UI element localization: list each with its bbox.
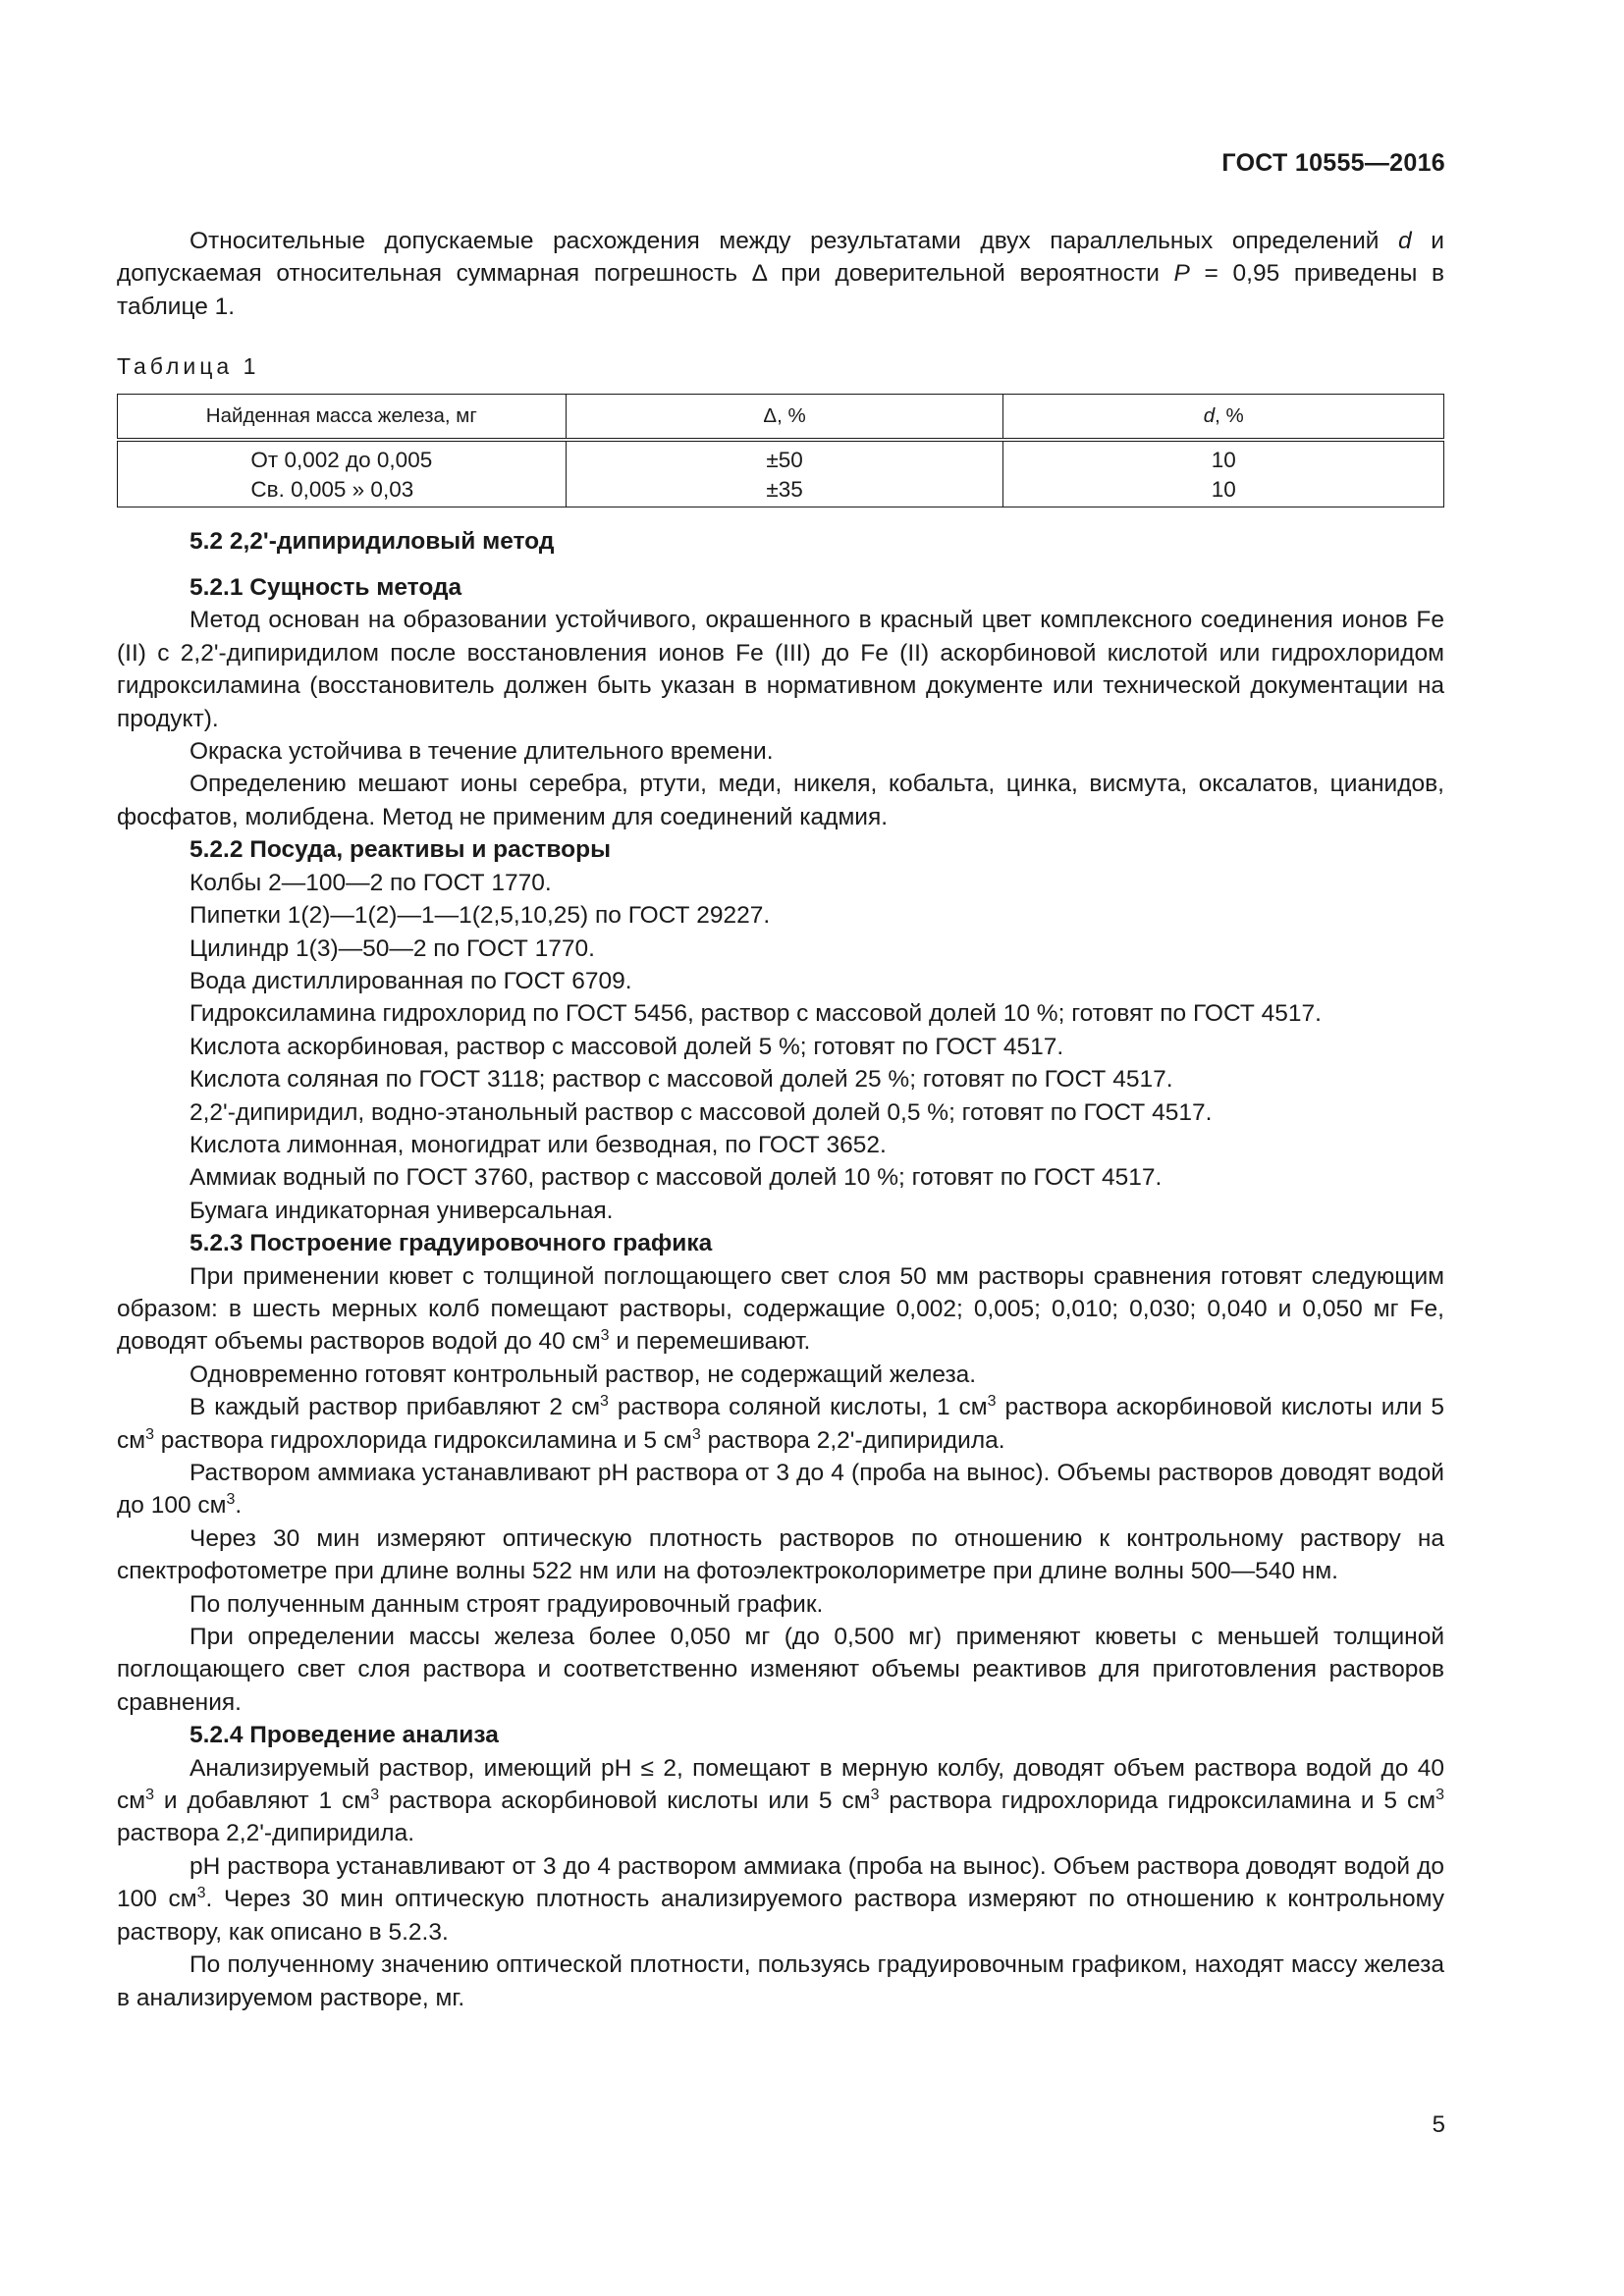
list-item: Цилиндр 1(3)—50—2 по ГОСТ 1770. [189, 934, 595, 962]
section-heading-5-2: 5.2 2,2'-дипиридиловый метод [189, 527, 555, 555]
table-header-row [118, 394, 1444, 440]
list-item: 2,2'-дипиридил, водно-этанольный раствор с массовой долей 0,5 %; готовят по ГОСТ 4517. [189, 1098, 1213, 1126]
header-delta: Δ, % [566, 394, 1003, 440]
section-heading-5-2-3: 5.2.3 Построение градуировочного графика [189, 1230, 713, 1257]
list-item: Аммиак водный по ГОСТ 3760, раствор с массовой долей 10 %; готовят по ГОСТ 4517. [189, 1164, 1163, 1192]
page-number: 5 [1432, 2111, 1445, 2138]
cell-d: 10 10 [1003, 440, 1444, 507]
list-item: Кислота лимонная, моногидрат или безводная, по ГОСТ 3652. [189, 1131, 887, 1158]
section-heading-5-2-1: 5.2.1 Сущность метода [189, 574, 462, 602]
paragraph: Определению мешают ионы серебра, ртути, меди, никеля, кобальта, цинка, висмута, оксалатов, цианидов, фосфатов, молибдена. Метод не применим для соединений кадмия. [117, 771, 1444, 830]
list-item: Кислота соляная по ГОСТ 3118; раствор с массовой долей 25 %; готовят по ГОСТ 4517. [189, 1066, 1173, 1094]
paragraph: В каждый раствор прибавляют 2 $см^3$ раствора соляной кислоты, 1 $см^3$ раствора аскорбиновой кислоты или 5 $см^3$ раствора гидрохлорида гидроксиламина и 5 $см^3$ раствора 2,2'-дипиридила. [117, 1393, 1445, 1454]
paragraph: Через 30 мин измеряют оптическую плотность растворов по отношению к контрольному раствору на спектрофотометре при длине волны 522 нм или на фотоэлектроколориметре при длине волны 500—540 нм. [117, 1524, 1444, 1585]
cell-mass: От 0,002 до 0,005 Св. 0,005 » 0,03 [118, 440, 567, 507]
paragraph: По полученному значению оптической плотности, пользуясь градуировочным графиком, находят массу железа в анализируемом растворе, мг. [117, 1951, 1444, 2011]
list-item: Гидроксиламина гидрохлорид по ГОСТ 5456, раствор с массовой долей 10 %; готовят по ГОСТ 4517. [189, 1000, 1322, 1028]
list-item: Бумага индикаторная универсальная. [189, 1197, 614, 1224]
paragraph: pH раствора устанавливают от 3 до 4 раствором аммиака (проба на вынос). Объем раствора доводят водой до 100 $см^3$. Через 30 мин оптическую плотность анализируемого раствора измеряют по отношению к контрольному раствору, как описано в 5.2.3. [117, 1852, 1444, 1946]
paragraph: Анализируемый раствор, имеющий pH ≤ 2, помещают в мерную колбу, доводят объем раствора водой до 40 $см^3$ и добавляют 1 $см^3$ раствора аскорбиновой кислоты или 5 $см^3$ раствора гидрохлорида гидроксиламина и 5 $см^3$ раствора 2,2'-дипиридила. [117, 1754, 1444, 1847]
table-row [118, 440, 1444, 507]
document-code: ГОСТ 10555—2016 [1221, 149, 1445, 177]
list-item: Вода дистиллированная по ГОСТ 6709. [189, 967, 632, 994]
header-d: d, % [1003, 394, 1444, 440]
cell-delta: ±50 ±35 [566, 440, 1003, 507]
table-caption: Таблица 1 [117, 353, 260, 380]
intro-paragraph: Относительные допускаемые расхождения между результатами двух параллельных определений d и допускаемая относительная суммарная погрешность Δ при доверительной вероятности P = 0,95 приведены в таблице 1. [117, 228, 1444, 320]
paragraph: Раствором аммиака устанавливают pH раствора от 3 до 4 (проба на вынос). Объемы растворов доводят водой до 100 $см^3$. [117, 1460, 1444, 1520]
list-item: Кислота аскорбиновая, раствор с массовой долей 5 %; готовят по ГОСТ 4517. [189, 1033, 1064, 1060]
paragraph: Окраска устойчива в течение длительного времени. [189, 738, 774, 766]
header-mass: Найденная масса железа, мг [118, 394, 567, 440]
list-item: Пипетки 1(2)—1(2)—1—1(2,5,10,25) по ГОСТ 29227. [189, 902, 771, 930]
paragraph: При определении массы железа более 0,050 мг (до 0,500 мг) применяют кюветы с меньшей толщиной поглощающего свет слоя раствора и соответственно изменяют объемы реактивов для приготовления растворов сравнения. [117, 1624, 1444, 1716]
paragraph: По полученным данным строят градуировочный график. [189, 1590, 824, 1618]
section-heading-5-2-2: 5.2.2 Посуда, реактивы и растворы [189, 836, 611, 864]
page-content [117, 225, 1444, 2014]
paragraph: Метод основан на образовании устойчивого, окрашенного в красный цвет комплексного соединения ионов Fe (II) с 2,2'-дипиридилом после восстановления ионов Fe (III) до Fe (II) аскорбиновой кислотой или гидрохлоридом гидроксиламина (восстановитель должен быть указан в нормативном документе или технической документации на продукт). [117, 607, 1444, 732]
section-heading-5-2-4: 5.2.4 Проведение анализа [189, 1722, 499, 1749]
paragraph: При применении кювет с толщиной поглощающего свет слоя 50 мм растворы сравнения готовят следующим образом: в шесть мерных колб помещают растворы, содержащие 0,002; 0,005; 0,010; 0,030; 0,040 и 0,050 мг Fe, доводят объемы растворов водой до 40 $см^3$ и перемешивают. [117, 1262, 1444, 1356]
table-1 [117, 394, 1444, 507]
list-item: Колбы 2—100—2 по ГОСТ 1770. [189, 869, 552, 896]
paragraph: Одновременно готовят контрольный раствор, не содержащий железа. [189, 1361, 977, 1388]
